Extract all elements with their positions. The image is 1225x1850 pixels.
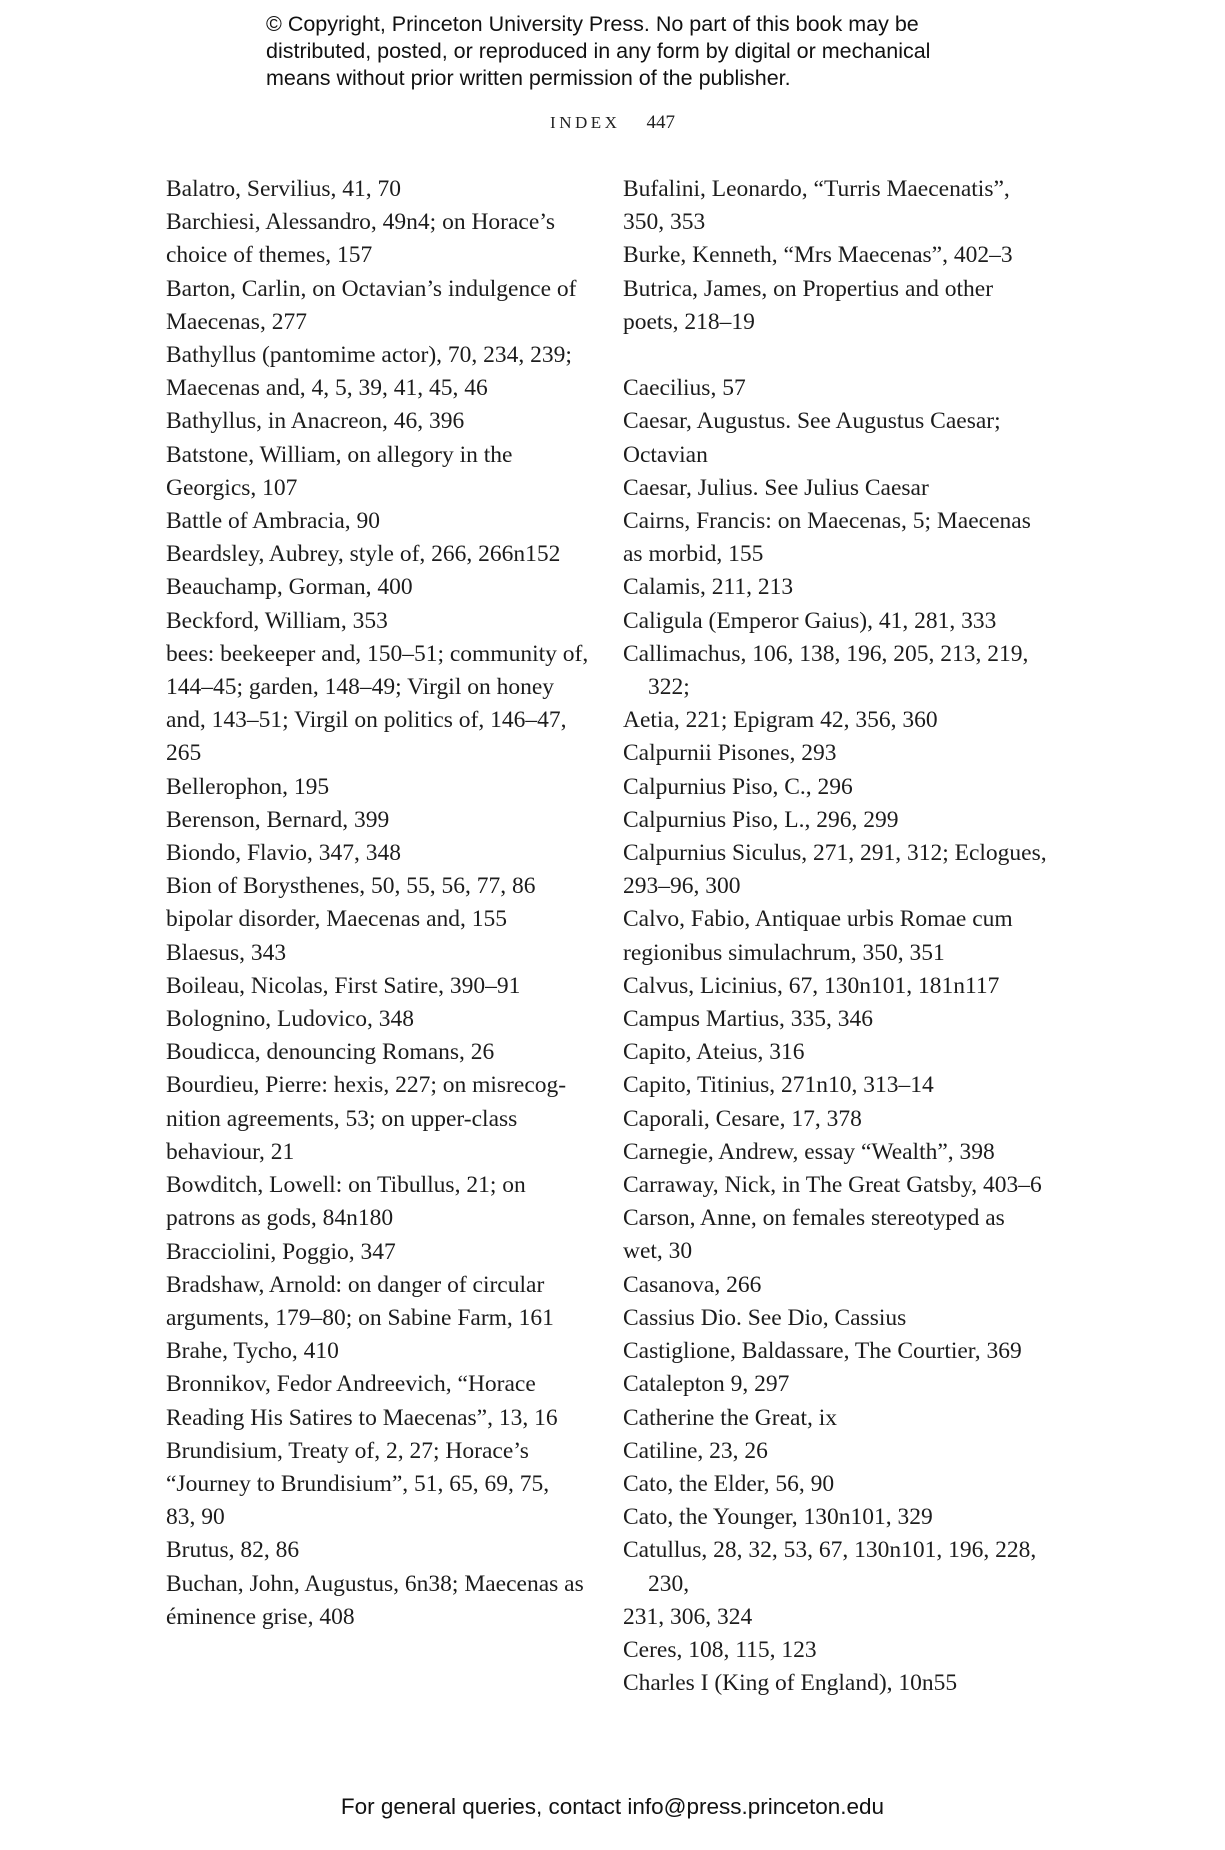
index-entry-line: Butrica, James, on Propertius and other <box>623 275 994 302</box>
index-entry <box>623 837 1063 903</box>
index-entry <box>623 1103 1063 1136</box>
index-entry-line: Charles I (King of England), 10n55 <box>623 1670 958 1697</box>
index-entry-line: choice of themes, 157 <box>166 242 373 269</box>
index-entry-line: bees: beekeeper and, 150–51; community of, <box>166 640 589 667</box>
index-entry-line: Aetia, 221; Epigram 42, 356, 360 <box>623 707 938 734</box>
index-entry <box>623 372 1063 405</box>
index-entry-line: éminence grise, 408 <box>166 1603 355 1630</box>
index-entry-line: arguments, 179–80; on Sabine Farm, 161 <box>166 1304 554 1331</box>
index-entry-line: Boileau, Nicolas, First Satire, 390–91 <box>166 972 521 999</box>
index-entry-line: Caecilius, 57 <box>623 375 746 402</box>
index-entry-line: Bathyllus, in Anacreon, 46, 396 <box>166 408 465 435</box>
index-entry-line: Brutus, 82, 86 <box>166 1537 300 1564</box>
index-entry-line: Cato, the Younger, 130n101, 329 <box>623 1504 933 1531</box>
running-head-label: INDEX <box>550 113 621 132</box>
index-entry <box>623 505 1063 571</box>
index-entry <box>166 1435 596 1535</box>
index-entry-line: Beardsley, Aubrey, style of, 266, 266n152 <box>166 541 561 568</box>
index-entry-line: Catiline, 23, 26 <box>623 1437 768 1464</box>
index-entry-line: Brahe, Tycho, 410 <box>166 1338 339 1365</box>
index-entry-line: Maecenas, 277 <box>166 308 307 335</box>
index-entry-line: 350, 353 <box>623 209 706 236</box>
index-entry-line: Berenson, Bernard, 399 <box>166 806 390 833</box>
index-entry-line: 265 <box>166 740 202 767</box>
index-entry-line: 293–96, 300 <box>623 873 741 900</box>
index-entry <box>623 1302 1063 1335</box>
index-entry-line: 83, 90 <box>166 1504 225 1531</box>
index-entry-line: Calpurnii Pisones, 293 <box>623 740 837 767</box>
index-entry-line: Calvus, Licinius, 67, 130n101, 181n117 <box>623 972 1000 999</box>
letter-group-gap <box>623 339 1063 372</box>
index-entry <box>623 771 1063 804</box>
index-entry-line: 231, 306, 324 <box>623 1603 753 1630</box>
copyright-notice <box>266 11 1026 92</box>
index-entry <box>623 1335 1063 1368</box>
index-entry <box>623 605 1063 638</box>
index-entry-line: wet, 30 <box>623 1238 693 1265</box>
page-number: 447 <box>646 112 675 133</box>
index-entry <box>166 339 596 405</box>
index-entry <box>623 571 1063 604</box>
index-entry <box>166 1069 596 1169</box>
index-entry-line: Caporali, Cesare, 17, 378 <box>623 1105 862 1132</box>
index-entry <box>166 173 596 206</box>
copyright-line: distributed, posted, or reproduced in any form by digital or mechanical <box>266 39 931 63</box>
index-entry-line: Calamis, 211, 213 <box>623 574 794 601</box>
index-entry <box>166 1335 596 1368</box>
index-entry <box>623 472 1063 505</box>
index-entry <box>623 239 1063 272</box>
index-entry <box>623 1402 1063 1435</box>
index-entry-line: Cairns, Francis: on Maecenas, 5; Maecenas <box>623 508 1031 535</box>
index-entry-line: “Journey to Brundisium”, 51, 65, 69, 75, <box>166 1470 550 1497</box>
index-entry <box>166 1269 596 1335</box>
index-entry <box>623 1069 1063 1102</box>
index-entry <box>623 273 1063 339</box>
index-entry-line: Octavian <box>623 441 708 468</box>
index-entry <box>166 1003 596 1036</box>
index-entry <box>623 1269 1063 1302</box>
index-entry-line: Catherine the Great, ix <box>623 1404 838 1431</box>
index-entry <box>166 571 596 604</box>
index-entry <box>166 206 596 272</box>
index-entry-line: patrons as gods, 84n180 <box>166 1205 394 1232</box>
index-entry <box>623 173 1063 239</box>
index-entry-line: Maecenas and, 4, 5, 39, 41, 45, 46 <box>166 375 488 402</box>
index-entry <box>166 804 596 837</box>
index-entry <box>166 1368 596 1434</box>
index-entry-line: behaviour, 21 <box>166 1138 295 1165</box>
index-entry <box>166 1568 596 1634</box>
index-entry-line: Bellerophon, 195 <box>166 773 330 800</box>
index-entry <box>623 1534 1063 1634</box>
index-entry-line: Bolognino, Ludovico, 348 <box>166 1006 415 1033</box>
index-entry-line: poets, 218–19 <box>623 308 755 335</box>
index-entry-line: Barton, Carlin, on Octavian’s indulgence of <box>166 275 577 302</box>
index-entry-line: Castiglione, Baldassare, The Courtier, 369 <box>623 1338 1022 1365</box>
index-entry-line: Caligula (Emperor Gaius), 41, 281, 333 <box>623 607 997 634</box>
index-entry-line: Battle of Ambracia, 90 <box>166 508 381 535</box>
index-entry-line: Buchan, John, Augustus, 6n38; Maecenas as <box>166 1570 584 1597</box>
index-entry-line: Bracciolini, Poggio, 347 <box>166 1238 396 1265</box>
index-entry-line: Capito, Titinius, 271n10, 313–14 <box>623 1072 934 1099</box>
index-entry-line: Burke, Kenneth, “Mrs Maecenas”, 402–3 <box>623 242 1013 269</box>
index-entry-line: Bowditch, Lowell: on Tibullus, 21; on <box>166 1172 526 1199</box>
index-entry-line: Catullus, 28, 32, 53, 67, 130n101, 196, 228, 230, <box>623 1537 1037 1597</box>
index-entry <box>166 771 596 804</box>
index-entry <box>623 1667 1063 1700</box>
index-entry <box>166 970 596 1003</box>
index-entry-line: Casanova, 266 <box>623 1271 762 1298</box>
index-entry <box>623 737 1063 770</box>
index-entry <box>166 273 596 339</box>
copyright-line: means without prior written permission of the publisher. <box>266 66 791 90</box>
index-entry-line: as morbid, 155 <box>623 541 764 568</box>
index-column-right <box>623 173 1063 1700</box>
index-entry <box>623 1003 1063 1036</box>
index-entry <box>623 1169 1063 1202</box>
index-entry-line: Georgics, 107 <box>166 474 298 501</box>
index-entry <box>623 1634 1063 1667</box>
index-entry-line: Biondo, Flavio, 347, 348 <box>166 840 402 867</box>
index-entry-line: Bion of Borysthenes, 50, 55, 56, 77, 86 <box>166 873 536 900</box>
index-entry-line: 144–45; garden, 148–49; Virgil on honey <box>166 674 555 701</box>
index-entry-line: Beauchamp, Gorman, 400 <box>166 574 413 601</box>
index-entry-line: Carnegie, Andrew, essay “Wealth”, 398 <box>623 1138 995 1165</box>
index-entry-line: Barchiesi, Alessandro, 49n4; on Horace’s <box>166 209 555 236</box>
index-entry <box>623 1202 1063 1268</box>
index-entry-line: Catalepton 9, 297 <box>623 1371 790 1398</box>
index-entry-line: Calpurnius Siculus, 271, 291, 312; Eclogues, <box>623 840 1047 867</box>
index-entry-line: Ceres, 108, 115, 123 <box>623 1636 817 1663</box>
index-entry <box>166 1169 596 1235</box>
index-entry <box>623 405 1063 471</box>
running-head <box>0 112 1225 134</box>
footer-contact: For general queries, contact info@press.princeton.edu <box>340 1794 885 1819</box>
index-entry-line: Boudicca, denouncing Romans, 26 <box>166 1039 495 1066</box>
index-entry <box>166 1036 596 1069</box>
index-entry-line: Callimachus, 106, 138, 196, 205, 213, 219, 322; <box>623 640 1029 701</box>
index-entry <box>166 505 596 538</box>
index-entry-line: nition agreements, 53; on upper-class <box>166 1105 518 1132</box>
index-entry <box>623 970 1063 1003</box>
index-entry-line: Bufalini, Leonardo, “Turris Maecenatis”, <box>623 176 1010 202</box>
index-entry-line: bipolar disorder, Maecenas and, 155 <box>166 906 508 933</box>
index-entry <box>166 870 596 903</box>
index-entry-line: Calpurnius Piso, L., 296, 299 <box>623 806 899 833</box>
index-entry <box>166 903 596 936</box>
index-entry-line: Bathyllus (pantomime actor), 70, 234, 239; <box>166 342 572 369</box>
index-entry-line: Blaesus, 343 <box>166 939 287 966</box>
index-entry-line: Batstone, William, on allegory in the <box>166 441 513 468</box>
index-entry <box>166 605 596 638</box>
index-entry <box>166 405 596 438</box>
index-entry-line: Carraway, Nick, in The Great Gatsby, 403–6 <box>623 1172 1042 1199</box>
index-entry-line: and, 143–51; Virgil on politics of, 146–47, <box>166 707 567 734</box>
index-entry-line: Brundisium, Treaty of, 2, 27; Horace’s <box>166 1437 529 1464</box>
index-entry <box>166 1236 596 1269</box>
index-entry <box>623 1435 1063 1468</box>
index-entry <box>623 1468 1063 1501</box>
index-entry <box>166 837 596 870</box>
index-entry <box>623 804 1063 837</box>
index-entry-line: Cato, the Elder, 56, 90 <box>623 1470 835 1497</box>
index-entry-line: Bourdieu, Pierre: hexis, 227; on misrecog- <box>166 1072 567 1099</box>
index-entry <box>623 1368 1063 1401</box>
index-entry-line: Caesar, Julius. See Julius Caesar <box>623 474 929 501</box>
index-entry <box>623 1036 1063 1069</box>
index-entry-line: Bronnikov, Fedor Andreevich, “Horace <box>166 1371 536 1398</box>
index-entry-line: Calvo, Fabio, Antiquae urbis Romae cum <box>623 906 1013 933</box>
index-entry-line: Carson, Anne, on females stereotyped as <box>623 1205 1005 1232</box>
index-entry <box>623 1501 1063 1534</box>
index-entry <box>166 638 596 771</box>
index-entry-line: Campus Martius, 335, 346 <box>623 1006 874 1033</box>
index-entry <box>166 439 596 505</box>
index-entry-line: Bradshaw, Arnold: on danger of circular <box>166 1271 545 1298</box>
index-entry <box>623 1136 1063 1169</box>
index-entry <box>166 1534 596 1567</box>
index-entry-line: Caesar, Augustus. See Augustus Caesar; <box>623 408 1001 435</box>
index-entry-line: Cassius Dio. See Dio, Cassius <box>623 1304 907 1331</box>
index-entry <box>166 538 596 571</box>
index-entry-line: Capito, Ateius, 316 <box>623 1039 805 1066</box>
index-entry-line: Beckford, William, 353 <box>166 607 388 634</box>
index-entry <box>623 903 1063 969</box>
index-entry-line: Balatro, Servilius, 41, 70 <box>166 176 401 202</box>
index-entry <box>623 638 1063 738</box>
index-entry-line: Calpurnius Piso, C., 296 <box>623 773 853 800</box>
index-entry <box>166 937 596 970</box>
copyright-line: © Copyright, Princeton University Press. No part of this book may be <box>266 12 919 36</box>
index-entry-line: Reading His Satires to Maecenas”, 13, 16 <box>166 1404 558 1431</box>
index-entry-line: regionibus simulachrum, 350, 351 <box>623 939 945 966</box>
index-column-left <box>166 173 596 1634</box>
